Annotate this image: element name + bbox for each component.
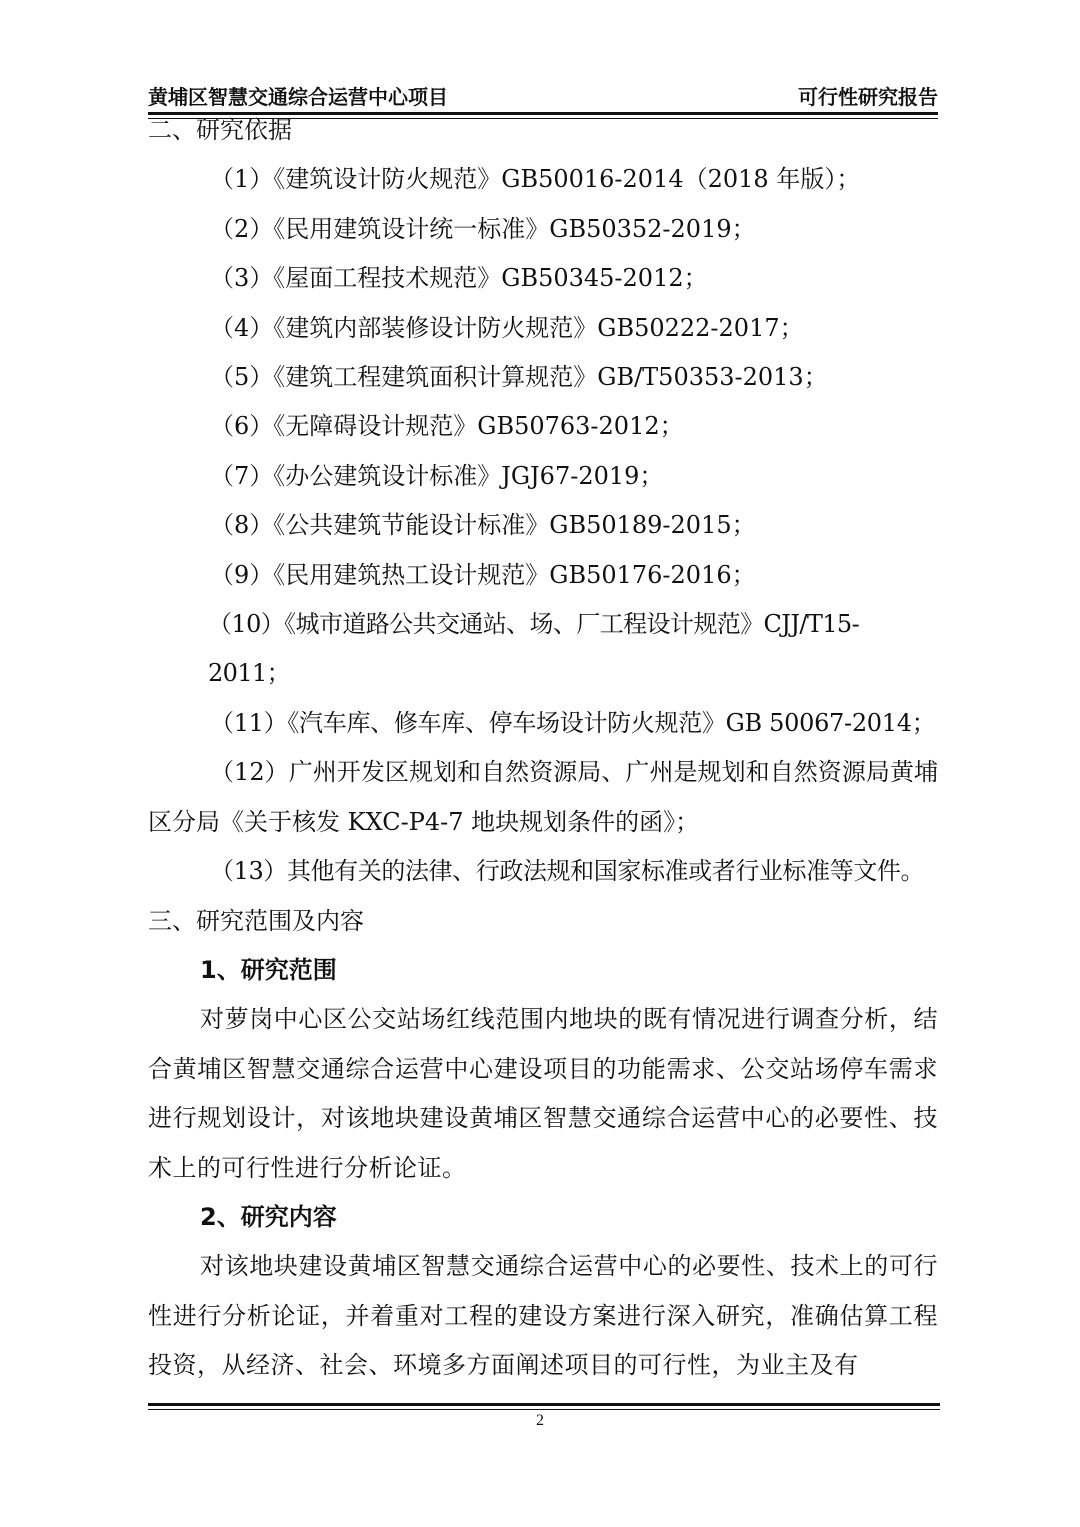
reference-item-12: （12）广州开发区规划和自然资源局、广州是规划和自然资源局黄埔区分局《关于核发 KXC-P4-7 地块规划条件的函》； xyxy=(148,758,938,836)
reference-item: （10）《城市道路公共交通站、场、厂工程设计规范》CJJ/T15-2011； xyxy=(208,610,860,688)
subsection-content-heading: 2、研究内容 xyxy=(200,1202,337,1231)
page-number: 2 xyxy=(536,1412,544,1429)
reference-item: （3）《屋面工程技术规范》GB50345-2012； xyxy=(210,264,708,293)
reference-item: （1）《建筑设计防火规范》GB50016-2014（2018 年版）； xyxy=(210,165,861,194)
section2-heading: 二、研究依据 xyxy=(148,116,292,144)
page-body xyxy=(148,106,938,1391)
reference-item: （9）《民用建筑热工设计规范》GB50176-2016； xyxy=(210,560,756,589)
reference-item: （11）《汽车库、修车库、停车场设计防火规范》GB 50067-2014； xyxy=(210,708,936,737)
reference-item: （8）《公共建筑节能设计标准》GB50189-2015； xyxy=(210,511,756,540)
reference-item: （7）《办公建筑设计标准》JGJ67-2019； xyxy=(210,461,664,490)
reference-item: （6）《无障碍设计规范》GB50763-2012； xyxy=(210,412,684,441)
scope-paragraph: 对萝岗中心区公交站场红线范围内地块的既有情况进行调查分析，结合黄埔区智慧交通综合运营中心建设项目的功能需求、公交站场停车需求进行规划设计，对该地块建设黄埔区智慧交通综合运营中心的必要性、技术上的可行性进行分析论证。 xyxy=(148,1005,938,1182)
section3-heading: 三、研究范围及内容 xyxy=(148,906,364,935)
reference-item: （2）《民用建筑设计统一标准》GB50352-2019； xyxy=(210,214,756,243)
content-paragraph: 对该地块建设黄埔区智慧交通综合运营中心的必要性、技术上的可行性进行分析论证，并着重对工程的建设方案进行深入研究，准确估算工程投资，从经济、社会、环境多方面阐述项目的可行性，为业主及有 xyxy=(148,1252,938,1380)
header-project-title: 黄埔区智慧交通综合运营中心项目 xyxy=(148,85,448,109)
footer-rule xyxy=(148,1403,940,1406)
reference-list xyxy=(148,155,938,896)
header-report-type: 可行性研究报告 xyxy=(798,85,938,109)
reference-item: （5）《建筑工程建筑面积计算规范》GB/T50353-2013； xyxy=(210,363,828,392)
reference-item-13: （13）其他有关的法律、行政法规和国家标准或者行业标准等文件。 xyxy=(210,857,925,886)
subsection-scope-heading: 1、研究范围 xyxy=(200,955,337,984)
reference-item: （4）《建筑内部装修设计防火规范》GB50222-2017； xyxy=(210,313,804,342)
